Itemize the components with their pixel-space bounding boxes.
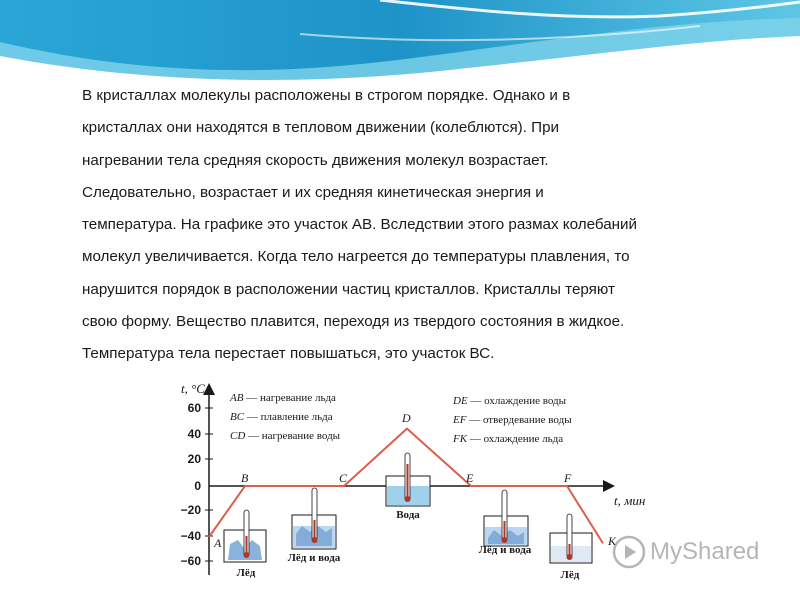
paragraph-line: Следовательно, возрастает и их средняя кинетическая энергия и <box>82 183 544 201</box>
legend-text: — нагревание льда <box>243 392 336 404</box>
beaker-label: Вода <box>396 509 420 521</box>
watermark-icon <box>612 535 646 569</box>
legend-entry <box>452 395 567 407</box>
legend-code: FK <box>453 433 468 445</box>
beaker-label: Лёд и вода <box>287 552 341 564</box>
legend-code: EF <box>453 414 467 426</box>
paragraph-line: температура. На графике это участок АВ. Вследствии этого размах колебаний <box>82 216 638 234</box>
y-tick-label: 40 <box>187 427 201 441</box>
legend-entry <box>452 414 572 426</box>
point-label-k: K <box>608 534 617 548</box>
point-label-e: E <box>466 471 474 485</box>
legend-text: — плавление льда <box>244 411 333 423</box>
point-label-b: B <box>241 471 249 485</box>
legend-entry <box>229 392 336 404</box>
paragraph-line: нагревании тела средняя скорость движения молекул возрастает. <box>82 151 549 169</box>
y-tick-label: −60 <box>180 554 201 568</box>
paragraph-line: В кристаллах молекулы расположены в строгом порядке. Однако и в <box>82 87 571 104</box>
x-axis-label: t, мин <box>614 493 646 508</box>
legend-text: — охлаждение воды <box>467 395 567 407</box>
y-tick-label: −40 <box>180 529 201 543</box>
beaker-label: Лёд <box>236 567 256 579</box>
y-tick-label: −20 <box>180 503 201 517</box>
watermark-text: MyShared <box>650 538 760 565</box>
watermark <box>612 532 759 572</box>
legend-entry <box>230 430 341 442</box>
legend-text: — нагревание воды <box>245 430 341 442</box>
point-label-a: A <box>214 536 222 550</box>
legend-entry <box>230 411 333 423</box>
beaker-ice-water-2 <box>479 490 532 556</box>
paragraph-line: нарушится порядок в расположении частиц кристаллов. Кристаллы теряют <box>82 280 615 298</box>
beaker-water <box>386 453 430 521</box>
y-axis-label: t, °C <box>181 381 205 396</box>
legend-code: DE <box>453 395 468 407</box>
beaker-ice-2 <box>550 514 592 581</box>
legend-code: BC <box>230 411 245 423</box>
legend-right <box>452 395 572 445</box>
y-tick-label: 20 <box>187 452 201 466</box>
legend-text: — охлаждение льда <box>467 433 564 445</box>
y-tick-label: 0 <box>194 479 201 493</box>
beaker-label: Лёд и вода <box>478 544 532 556</box>
y-tick-label: 60 <box>187 401 201 415</box>
point-label-d: D <box>402 411 411 425</box>
paragraph-line: Температура тела перестает повышаться, это участок ВС. <box>82 345 495 363</box>
point-label-c: C <box>339 471 348 485</box>
legend-entry <box>452 433 563 445</box>
beaker-ice-1 <box>224 510 266 579</box>
paragraph-line: молекул увеличивается. Когда тело нагреется до температуры плавления, то <box>82 248 630 266</box>
legend-code: CD <box>230 430 246 442</box>
legend-code: AB <box>230 392 244 404</box>
paragraph-line: кристаллах они находятся в тепловом движении (колеблются). При <box>82 119 560 137</box>
y-tick-group <box>181 401 213 568</box>
legend-text: — отвердевание воды <box>466 414 572 426</box>
beaker-ice-water-1 <box>288 488 341 564</box>
point-label-f: F <box>564 471 572 485</box>
paragraph-line: свою форму. Вещество плавится, переходя из твердого состояния в жидкое. <box>82 313 625 331</box>
legend-left <box>229 392 341 442</box>
beaker-label: Лёд <box>560 569 580 581</box>
